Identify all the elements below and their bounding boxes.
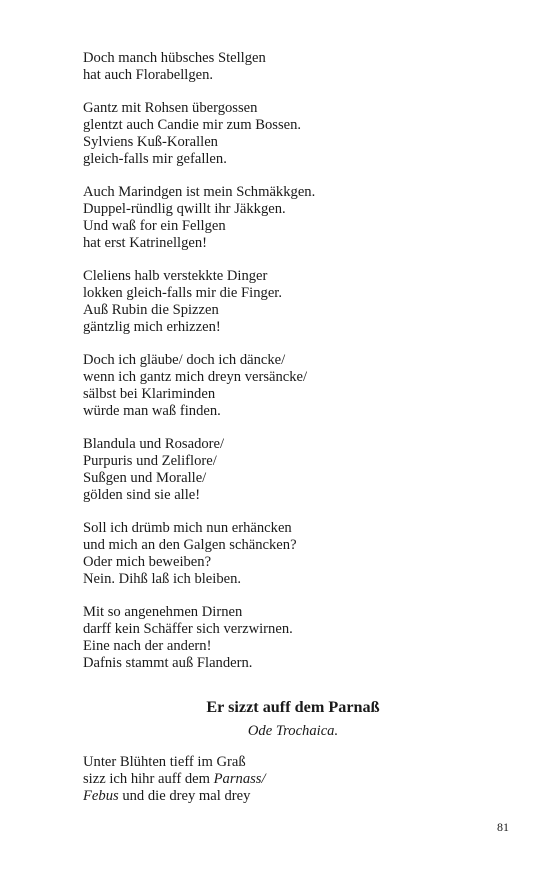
verse-line: sälbst bei Klariminden — [83, 385, 216, 402]
poem-title: Er sizzt auff dem Parnaß — [206, 698, 380, 716]
verse-line: Auß Rubin die Spizzen — [83, 301, 219, 318]
poem-opening — [83, 754, 483, 804]
verse-line: Gantz mit Rohsen übergossen — [83, 100, 258, 117]
verse-line: hat erst Katrinellgen! — [83, 234, 207, 251]
poem-continuation — [83, 50, 483, 688]
verse-line: Und waß for ein Fellgen — [83, 217, 226, 234]
verse-line: Eine nach der andern! — [83, 637, 212, 654]
verse-line: Unter Blühten tieff im Graß — [83, 754, 246, 770]
verse-line: Sylviens Kuß-Korallen — [83, 133, 218, 150]
verse-line — [83, 788, 483, 805]
verse-line: glentzt auch Candie mir zum Bossen. — [83, 117, 302, 134]
verse-line: Dafnis stammt auß Flandern. — [83, 654, 253, 671]
verse-text: sizz ich hihr auff dem — [83, 770, 214, 787]
verse-text: und die drey mal drey — [118, 787, 251, 804]
verse-line: Purpuris und Zeliflore/ — [83, 453, 217, 470]
stanza — [83, 436, 483, 503]
verse-line: Cleliens halb verstekkte Dinger — [83, 268, 268, 285]
stanza — [83, 268, 483, 335]
stanza — [83, 352, 483, 419]
verse-line: Auch Marindgen ist mein Schmäkkgen. — [83, 184, 316, 201]
page-number: 81 — [497, 820, 509, 834]
verse-line: lokken gleich-falls mir die Finger. — [83, 285, 282, 302]
verse-line: Duppel-ründlig qwillt ihr Jäkkgen. — [83, 201, 286, 218]
verse-italic-text: Febus — [83, 787, 119, 804]
verse-line: Doch ich gläube/ doch ich däncke/ — [83, 352, 286, 369]
verse-line: würde man waß finden. — [83, 402, 221, 419]
verse-line: wenn ich gantz mich dreyn versäncke/ — [83, 369, 308, 386]
stanza — [83, 520, 483, 587]
verse-line — [83, 771, 483, 788]
verse-line: Sußgen und Moralle/ — [83, 469, 207, 486]
stanza — [83, 604, 483, 671]
verse-line: und mich an den Galgen schäncken? — [83, 537, 297, 554]
verse-line: Oder mich beweiben? — [83, 553, 212, 570]
verse-line: Doch manch hübsches Stellgen — [83, 50, 266, 66]
stanza — [83, 50, 483, 84]
verse-line: Mit so angenehmen Dirnen — [83, 604, 243, 621]
verse-line: darff kein Schäffer sich verzwirnen. — [83, 621, 293, 638]
stanza — [83, 100, 483, 167]
verse-line: Nein. Dihß laß ich bleiben. — [83, 570, 242, 587]
verse-italic-text: Parnass/ — [213, 770, 266, 787]
verse-line: Soll ich drümb mich nun erhäncken — [83, 520, 292, 537]
poem-heading — [83, 697, 503, 740]
verse-line: gäntzlig mich erhizzen! — [83, 318, 221, 335]
poem-subtitle: Ode Trochaica. — [247, 723, 339, 739]
verse-line: gölden sind sie alle! — [83, 486, 201, 503]
verse-line: gleich-falls mir gefallen. — [83, 150, 227, 167]
stanza — [83, 184, 483, 251]
verse-line: hat auch Florabellgen. — [83, 66, 214, 83]
verse-line: Blandula und Rosadore/ — [83, 436, 225, 453]
